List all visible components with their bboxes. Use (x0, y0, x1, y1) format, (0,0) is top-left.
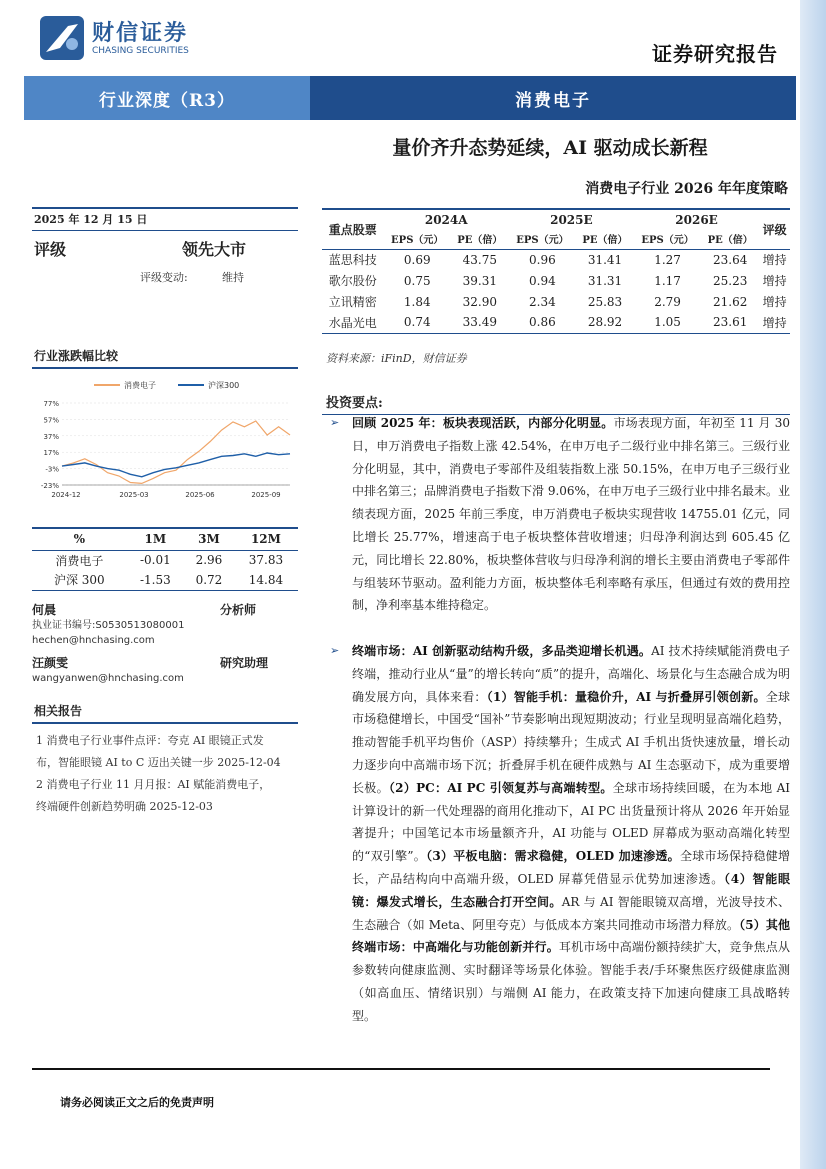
perf-cell: 2.96 (195, 553, 223, 568)
x-tick-label: 2025-06 (185, 491, 215, 499)
stock-value-cell: 28.92 (576, 312, 634, 333)
analyst-role: 研究助理 (220, 655, 269, 670)
y-tick-label: -23% (40, 482, 59, 490)
sidebar-column (32, 207, 298, 818)
logo-text-cn: 财信证券 (92, 21, 189, 46)
year-header: 2026E (634, 209, 759, 229)
stock-value-cell: 0.86 (509, 312, 576, 333)
rating-value: 领先大市 (182, 239, 247, 259)
x-tick-label: 2025-03 (119, 491, 149, 499)
stock-value-cell: 1.05 (634, 312, 701, 333)
year-header: 2024A (384, 209, 509, 229)
stock-value-cell: 33.49 (451, 312, 509, 333)
stock-value-cell: 1.27 (654, 252, 681, 267)
year-header: 2025E (509, 209, 634, 229)
table-row (32, 570, 298, 590)
footer-divider (32, 1068, 770, 1070)
highlight-heading: 回顾 2025 年：板块表现活跃，内部分化明显。 (352, 416, 614, 430)
related-report-line[interactable]: 1 消费电子行业事件点评：夸克 AI 眼镜正式发 (36, 733, 264, 747)
stock-value-cell: 0.75 (403, 273, 431, 288)
header-band (24, 76, 796, 120)
logo-mark-icon (38, 14, 86, 62)
stock-rating-cell: 增持 (759, 312, 790, 333)
decorative-side-stripe (800, 0, 826, 1169)
highlight-subheading-pc: （2）PC：AI PC 引领复苏与高端转型。 (388, 780, 613, 795)
highlight-subheading-glasses: （4）智能眼镜：爆发式增长，生态融合打开空间。 (352, 871, 790, 909)
perf-table (32, 527, 298, 591)
stock-rating-cell: 增持 (762, 274, 787, 288)
rating-change-label: 评级变动: (140, 271, 188, 284)
table-row (322, 249, 790, 270)
stock-name-cell: 歌尔股份 (328, 274, 377, 288)
perf-header: 12M (234, 528, 298, 550)
perf-header: 3M (184, 528, 234, 550)
legend-label-consumer: 消费电子 (124, 381, 156, 390)
highlight-heading: 终端市场：AI 创新驱动结构升级，多品类迎增长机遇。 (352, 644, 652, 658)
stock-value-cell: 0.94 (529, 273, 556, 288)
table-row (322, 270, 790, 291)
perf-section-title: 行业涨跌幅比较 (32, 345, 298, 369)
report-date: 2025 年 12 月 15 日 (32, 207, 298, 231)
metric-header: PE（倍） (701, 229, 759, 249)
highlight-terminal-market (330, 640, 790, 1028)
perf-cell: -1.53 (127, 570, 184, 590)
stock-value-cell: 32.90 (462, 294, 497, 309)
stock-value-cell: 0.69 (403, 252, 431, 267)
perf-cell: 14.84 (234, 570, 298, 590)
perf-line-chart (32, 373, 298, 521)
analyst-email[interactable]: wangyanwen@hnchasing.com (32, 672, 184, 684)
logo-text-en: CHASING SECURITIES (92, 46, 189, 56)
highlight-subheading-other: （5）其他终端市场：中高端化与功能创新并行。 (352, 917, 790, 955)
analyst-name: 汪颜雯 (32, 655, 69, 670)
perf-cell: 消费电子 (55, 553, 104, 568)
related-title: 相关报告 (32, 700, 298, 724)
perf-header: 1M (127, 528, 184, 550)
analyst-email[interactable]: hechen@hnchasing.com (32, 634, 155, 646)
highlight-text: AI 技术持续赋能消费电子终端，推动行业从“量”的增长转向“质”的提升，高端化、场景化与生态融合成为明确发展方向，具体来看： (352, 644, 790, 704)
highlight-text: 全球市场保持稳健增长，产品结构向中高端升级，OLED 屏幕凭借显示优势加速渗透。 (352, 849, 790, 886)
stock-value-cell: 23.61 (701, 312, 759, 333)
highlight-subheading-phone: （1）智能手机：量稳价升，AI 与折叠屏引领创新。 (486, 689, 766, 704)
metric-header: EPS（元） (384, 229, 451, 249)
stock-value-cell: 31.31 (587, 273, 623, 288)
analyst-section (32, 601, 298, 686)
perf-header: % (32, 528, 127, 550)
related-reports (32, 700, 298, 818)
perf-cell: 0.72 (184, 570, 234, 590)
related-report-line[interactable]: 终端硬件创新趋势明确 2025-12-03 (36, 799, 213, 813)
related-report-line[interactable]: 布，智能眼镜 AI to C 迈出关键一步 2025-12-04 (36, 755, 281, 769)
rating-header: 评级 (759, 209, 790, 249)
y-tick-label: 57% (43, 416, 59, 425)
table-source: 资料来源：iFinD，财信证券 (326, 352, 467, 365)
legend-label-hs300: 沪深300 (208, 381, 240, 390)
stock-value-cell: 25.83 (587, 294, 623, 309)
highlight-text: 市场表现方面，年初至 11 月 30 日，申万消费电子指数上涨 42.54%，在申万电子二级行业中排名第三。三级行业分化明显，其中，消费电子零部件及组装指数上涨 50.15%，在申万电子三级行业中排名第三；品牌消费电子指数下滑 9.06%，在申万电子三级行业中排名最末。业绩表现方面，2025 年前三季度，申万消费电子板块实现营收 14755.01 亿元，同比增长 25.77%，增速高于电子板块整体营收增速；归母净利润达到 605.45 亿元，同比增长 22.80%，板块整体营收与归母净利润的增长主要由消费电子零部件与组装环节驱动。盈利能力方面，板块整体毛利率略有承压，但通过有效的费用控制，净利率基本维持稳定。 (352, 416, 790, 613)
stock-value-cell: 2.79 (654, 294, 681, 309)
rating-change-row (32, 265, 298, 289)
stock-value-cell: 43.75 (462, 252, 497, 267)
highlight-text: 全球市场稳健增长，中国受“国补”节奏影响出现短期波动；行业呈现明显高端化趋势，推动智能手机平均售价（ASP）持续攀升；生成式 AI 手机出货快速放量，增长动力逐步向中高端市场下沉；折叠屏手机在硬件成熟与 AI 生态驱动下，成为重要增长极。 (352, 689, 790, 795)
related-report-line[interactable]: 2 消费电子行业 11 月月报：AI 赋能消费电子， (36, 777, 271, 791)
key-stocks-table (322, 208, 790, 334)
y-tick-label: -3% (45, 465, 59, 474)
metric-header: PE（倍） (576, 229, 634, 249)
stock-header: 重点股票 (322, 209, 384, 249)
stock-value-cell: 0.74 (384, 312, 451, 333)
stock-value-cell: 1.17 (654, 273, 681, 288)
stock-value-cell: 31.41 (587, 252, 623, 267)
analyst-role: 分析师 (220, 602, 257, 617)
perf-cell: 沪深 300 (32, 570, 127, 590)
highlight-text: AR 与 AI 智能眼镜双高增，光波导技术、生态融合（如 Meta、阿里夸克）与低成本方案共同推动市场潜力释放。 (352, 894, 790, 932)
x-tick-label: 2024-12 (51, 491, 81, 499)
report-title: 量价齐升态势延续，AI 驱动成长新程 (392, 137, 708, 159)
highlight-text: 全球市场持续回暖，在为本地 AI 计算设计的新一代处理器的商用化推动下，AI PC 出货量预计将从 2026 年开始显著提升；中国笔记本市场量额齐升，AI 功能与 OLED 屏幕成为驱动高端化转型的“双引擎”。 (352, 780, 790, 864)
analyst-name: 何晨 (32, 602, 57, 617)
report-type: 证券研究报告 (652, 42, 778, 66)
highlight-review-2025 (330, 412, 790, 617)
highlight-text: 耳机市场中高端份额持续扩大，竞争焦点从参数转向健康监测、实时翻译等场景化体验。智能手表/手环聚焦医疗级健康监测（如高血压、情绪识别）与端侧 AI 能力，在政策支持下加速向健康工具战略转型。 (352, 940, 790, 1023)
stock-value-cell: 25.23 (712, 273, 748, 288)
x-tick-label: 2025-09 (251, 491, 281, 499)
stock-rating-cell: 增持 (762, 253, 787, 268)
perf-cell: -0.01 (139, 553, 171, 568)
stock-value-cell: 23.64 (712, 252, 748, 267)
stock-value-cell: 2.34 (529, 294, 556, 309)
table-row (322, 312, 790, 333)
metric-header: EPS（元） (509, 229, 576, 249)
analyst-license: 执业证书编号:S0530513080001 (32, 619, 185, 631)
table-row (32, 550, 298, 570)
stock-name-cell: 蓝思科技 (328, 253, 377, 268)
stock-name-cell: 立讯精密 (328, 295, 377, 309)
table-row (322, 291, 790, 312)
company-logo (38, 14, 198, 62)
y-tick-label: 77% (43, 400, 59, 408)
stock-value-cell: 0.96 (529, 252, 556, 267)
metric-header: PE（倍） (451, 229, 509, 249)
stock-value-cell: 1.84 (403, 294, 431, 309)
y-tick-label: 17% (43, 449, 59, 458)
perf-chart (32, 373, 298, 521)
stock-value-cell: 21.62 (712, 294, 748, 309)
rating-change-value: 维持 (222, 271, 244, 284)
arrow-bullet-icon: ➢ (330, 416, 340, 429)
highlight-subheading-tablet: （3）平板电脑：需求稳健，OLED 加速渗透。 (426, 849, 680, 864)
report-subtitle: 消费电子行业 2026 年年度策略 (585, 181, 788, 197)
analyst-row (32, 601, 298, 618)
y-tick-label: 37% (43, 432, 59, 441)
industry-name: 消费电子 (310, 76, 796, 120)
stock-value-cell: 39.31 (462, 273, 497, 288)
analyst-row (32, 654, 298, 671)
perf-cell: 37.83 (248, 553, 284, 568)
metric-header: EPS（元） (634, 229, 701, 249)
stock-name-cell: 水晶光电 (322, 312, 384, 333)
arrow-bullet-icon: ➢ (330, 644, 340, 657)
rating-row (32, 231, 298, 265)
report-category: 行业深度（R3） (24, 76, 310, 120)
disclaimer-notice: 请务必阅读正文之后的免责声明 (60, 1096, 214, 1109)
stock-rating-cell: 增持 (762, 295, 787, 309)
investment-highlights-title: 投资要点: (322, 392, 790, 415)
rating-label: 评级 (34, 239, 67, 259)
